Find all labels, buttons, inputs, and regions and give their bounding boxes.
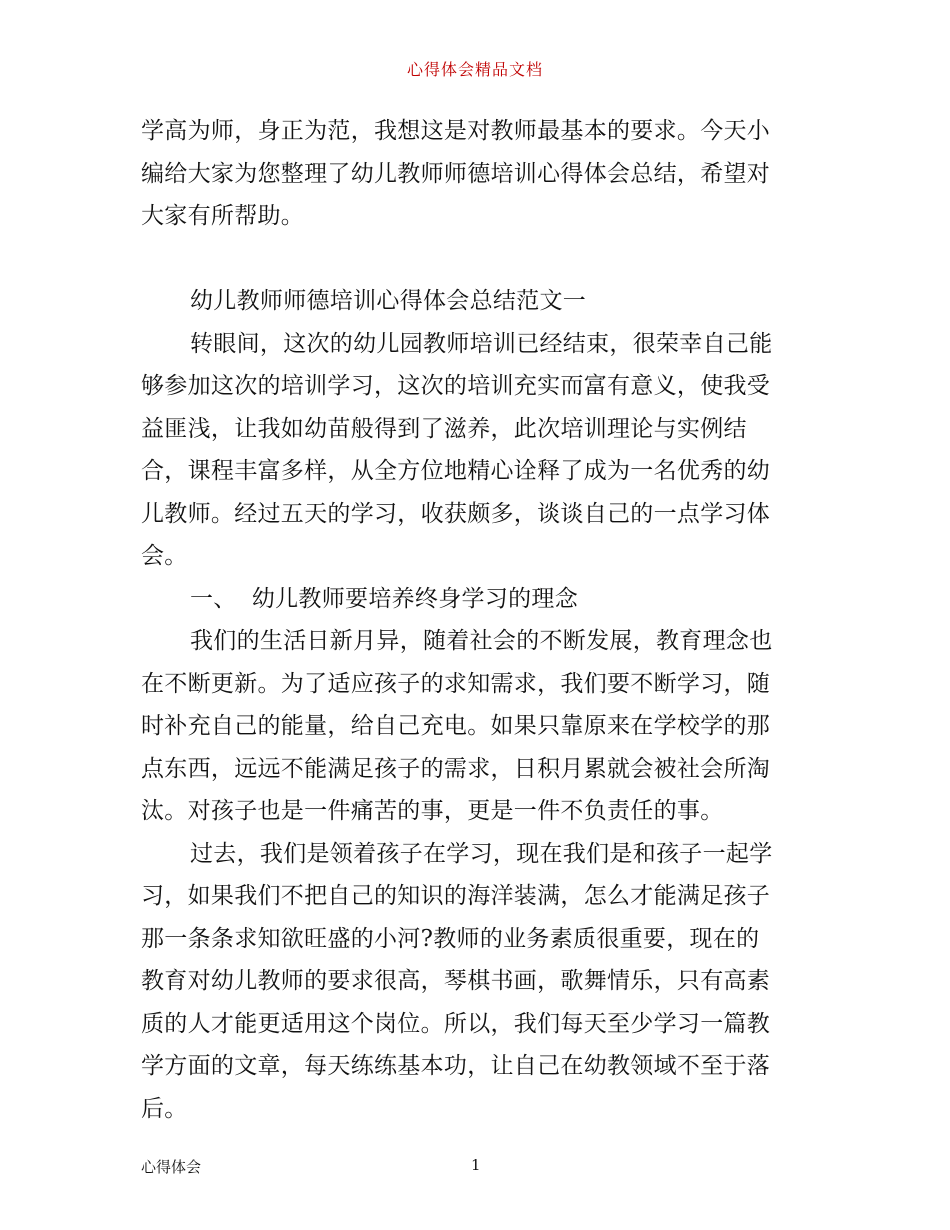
text-line: 汰。对孩子也是一件痛苦的事，更是一件不负责任的事。 (141, 798, 724, 824)
text-line: 够参加这次的培训学习，这次的培训充实而富有意义，使我受 (141, 373, 771, 399)
text-line: 质的人才能更适用这个岗位。所以，我们每天至少学习一篇教 (141, 1010, 771, 1037)
text-line: 过去，我们是领着孩子在学习，现在我们是和孩子一起学 (190, 840, 773, 867)
text-line: 教育对幼儿教师的要求很高，琴棋书画，歌舞情乐，只有高素 (141, 968, 771, 994)
heading-1: 一、 幼儿教师要培养终身学习的理念 (190, 585, 579, 612)
text-line: 后。 (141, 1095, 188, 1122)
text-line: 转眼间，这次的幼儿园教师培训已经结束，很荣幸自己能 (190, 330, 773, 357)
page-number: 1 (471, 1156, 481, 1174)
text-line: 会。 (141, 543, 188, 569)
text-line: 学高为师，身正为范，我想这是对教师最基本的要求。今天小 (141, 118, 771, 144)
text-line: 合，课程丰富多样，从全方位地精心诠释了成为一名优秀的幼 (141, 458, 771, 484)
text-line: 在不断更新。为了适应孩子的求知需求，我们要不断学习，随 (141, 670, 771, 697)
paragraph-1 (141, 323, 813, 578)
text-line: 习，如果我们不把自己的知识的海洋装满，怎么才能满足孩子 (141, 883, 771, 909)
section-title: 幼儿教师师德培训心得体会总结范文一 (190, 288, 587, 314)
text-line: 我们的生活日新月异，随着社会的不断发展，教育理念也 (190, 628, 773, 654)
paragraph-2 (141, 620, 813, 833)
text-line: 儿教师。经过五天的学习，收获颇多，谈谈自己的一点学习体 (141, 500, 771, 527)
footer-label: 心得体会 (141, 1158, 202, 1176)
text-line: 那一条条求知欲旺盛的小河?教师的业务素质很重要，现在的 (141, 925, 760, 952)
text-line: 学方面的文章，每天练练基本功，让自己在幼教领域不至于落 (141, 1053, 771, 1079)
text-line: 大家有所帮助。 (141, 203, 305, 229)
document-body (141, 110, 813, 1130)
text-line: 点东西，远远不能满足孩子的需求，日积月累就会被社会所淘 (141, 755, 771, 782)
paragraph-3 (141, 833, 813, 1131)
intro-paragraph (141, 110, 813, 238)
page-header-title: 心得体会精品文档 (406, 60, 543, 79)
text-line: 益匪浅，让我如幼苗般得到了滋养，此次培训理论与实例结 (141, 415, 747, 442)
text-line: 时补充自己的能量，给自己充电。如果只靠原来在学校学的那 (141, 713, 771, 739)
text-line: 编给大家为您整理了幼儿教师师德培训心得体会总结，希望对 (141, 160, 771, 187)
paragraph-spacer (141, 238, 813, 281)
